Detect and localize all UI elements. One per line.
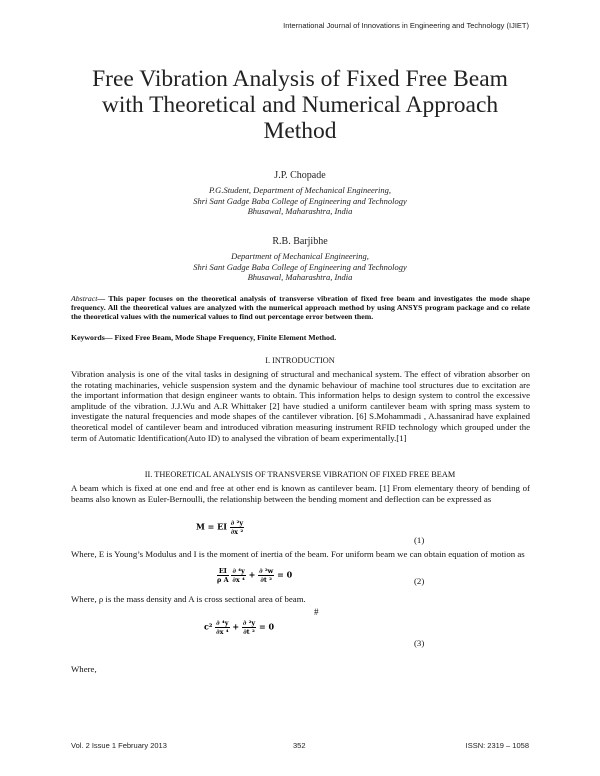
title-line-2: with Theoretical and Numerical Approach xyxy=(101,92,499,118)
abstract xyxy=(71,294,530,322)
section-heading-introduction: I. INTRODUCTION xyxy=(265,356,335,365)
equation-1-number: (1) xyxy=(414,535,425,545)
hash-mark: # xyxy=(314,607,319,617)
title-line-3: Method xyxy=(263,118,337,144)
affiliation-line: Shri Sant Gadge Baba College of Engineering and Technology xyxy=(193,195,407,206)
affiliation-line: Bhusawal, Maharashtra, India xyxy=(247,206,353,216)
author-2-name: R.B. Barjibhe xyxy=(272,236,328,247)
paper-title xyxy=(40,66,560,144)
equation-3-number: (3) xyxy=(414,638,425,648)
equation-2: $\frac{EI}{\text{ρ A}}$ $\frac{\text{∂ ⁴y}}{\text{∂x ⁴}}$ + $\frac{\text{∂ ²w}}{\text{∂t ²}}$ = 0 xyxy=(217,567,293,584)
footer-volume: Vol. 2 Issue 1 February 2013 xyxy=(71,741,167,750)
author-1-name: J.P. Chopade xyxy=(274,170,326,181)
affiliation-line: Shri Sant Gadge Baba College of Engineering and Technology xyxy=(193,261,407,272)
theory-paragraph-3: Where, ρ is the mass density and A is cross sectional area of beam. xyxy=(71,594,306,604)
abstract-text: — This paper focuses on the theoretical analysis of transverse vibration of fixed free beam and investigates the mode shape frequency. All the theoretical values are analyzed with the numerical approach method by using ANSYS program package and co relate the theoretical values with the numerical values to find out percentage error between them. xyxy=(71,294,530,322)
author-1-affiliation xyxy=(0,185,600,217)
footer-issn: ISSN: 2319 – 1058 xyxy=(465,741,529,750)
affiliation-line: P.G.Student, Department of Mechanical Engineering, xyxy=(208,185,392,195)
affiliation-line: Department of Mechanical Engineering, xyxy=(231,251,369,261)
footer-page-number: 352 xyxy=(293,741,306,750)
equation-3: c² $\frac{\text{∂ ⁴y}}{\text{∂x ⁴}}$ + $\frac{\text{∂ ²y}}{\text{∂t ²}}$ = 0 xyxy=(204,619,275,636)
section-heading-theory: II. THEORETICAL ANALYSIS OF TRANSVERSE VIBRATION OF FIXED FREE BEAM xyxy=(144,470,456,479)
author-2-affiliation xyxy=(0,251,600,283)
journal-header: International Journal of Innovations in Engineering and Technology (IJIET) xyxy=(283,21,529,30)
abstract-label: Abstract xyxy=(71,294,98,303)
equation-2-number: (2) xyxy=(414,576,425,586)
introduction-paragraph: Vibration analysis is one of the vital tasks in designing of structural and mechanical system. The effect of vibration absorber on the rotating machinaries, vehicle suspension system and the dynamic behaviour of machine tool structures due to excitation are the important information that design engineer wants to obtain. This information helps to design system to control the excessive amplitude of the vibration. J.J.Wu and A.R Whittaker [2] have studied a uniform cantilever beam with spring mass system to investigate the natural frequencies and mode shapes of the cantilever vibration. [6] S.Mohammadi , A.hassanirad have explained theoretical model of cantilever beam and introduced vibration measuring instrument RFID technology which grouped under the term of Automatic Identification(Auto ID) to analysed the vibration of beam experimentally.[1] xyxy=(71,369,530,443)
theory-paragraph-4: Where, xyxy=(71,664,97,674)
equation-1: M = EI $\frac{\text{∂ ²y}}{\text{∂x ²}}$ xyxy=(196,519,244,536)
theory-paragraph-2: Where, E is Young’s Modulus and I is the moment of inertia of the beam. For uniform beam we can obtain equation of motion as xyxy=(71,549,525,559)
theory-paragraph-1: A beam which is fixed at one end and free at other end is known as cantilever beam. [1] From elementary theory of bending of beams also known as Euler-Bernoulli, the relationship between the bending moment and deflection can be expressed as xyxy=(71,483,530,504)
title-line-1: Free Vibration Analysis of Fixed Free Beam xyxy=(92,66,508,92)
affiliation-line: Bhusawal, Maharashtra, India xyxy=(247,272,353,282)
keywords: Keywords— Fixed Free Beam, Mode Shape Frequency, Finite Element Method. xyxy=(71,333,337,342)
